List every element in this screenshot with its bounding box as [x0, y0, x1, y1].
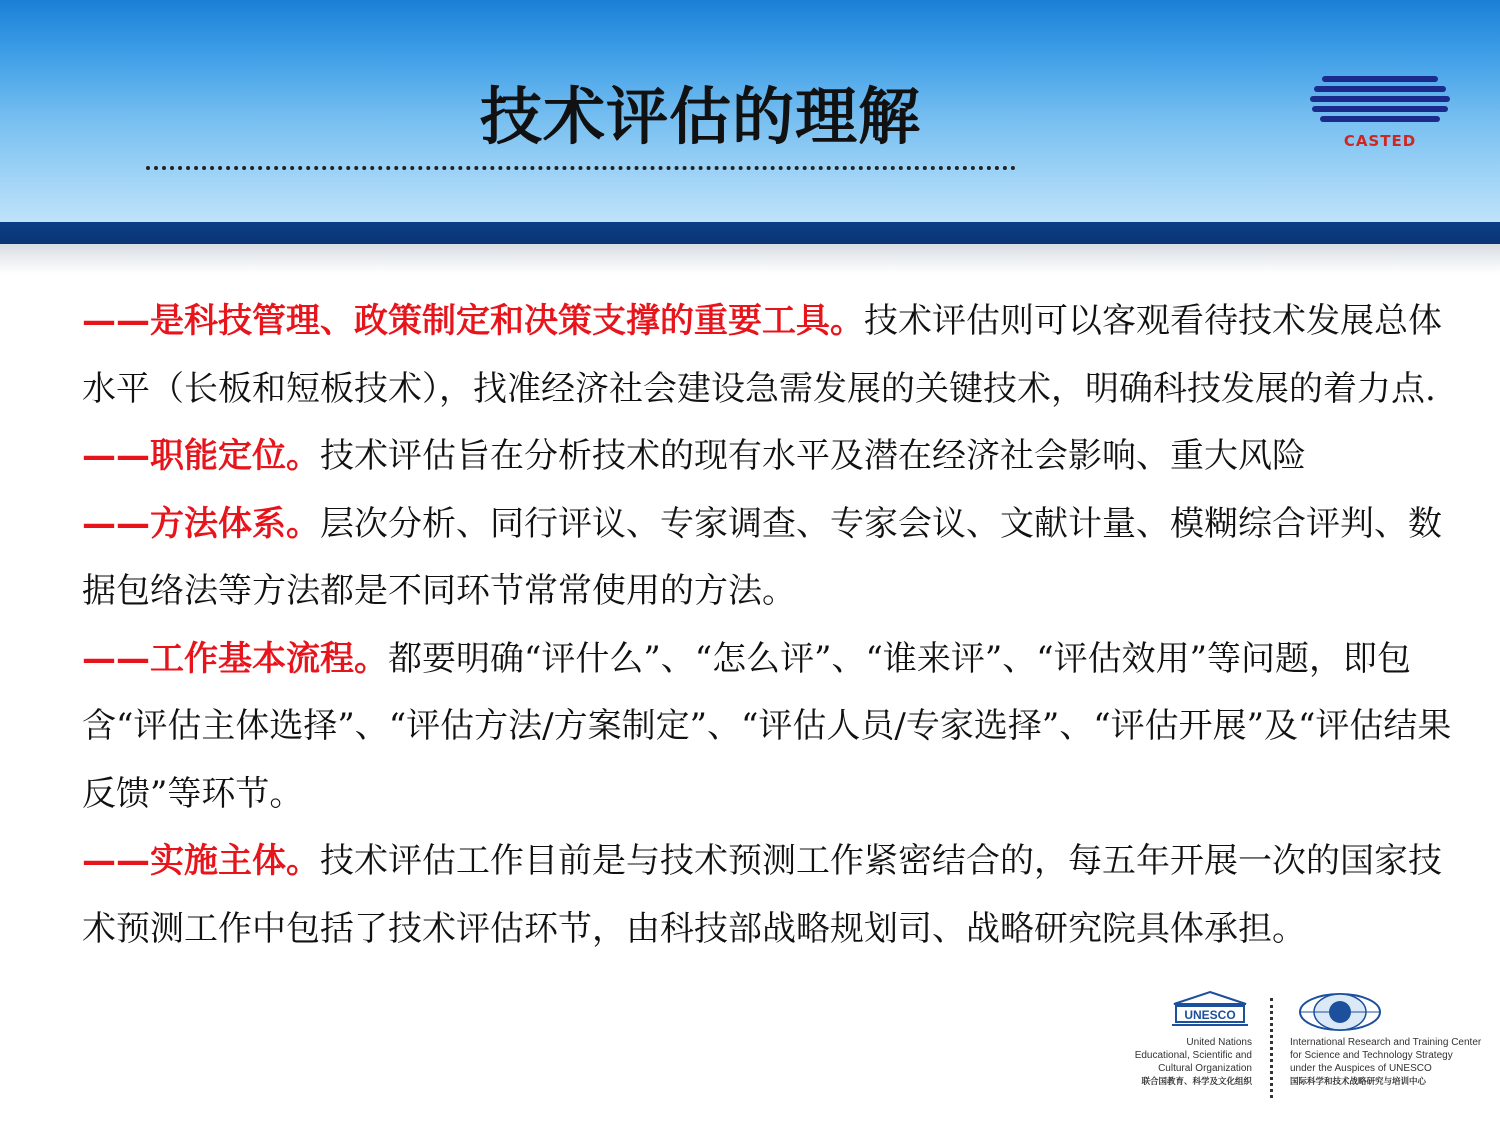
unesco-line: United Nations: [1186, 1037, 1252, 1048]
bullet-text: 技术评估旨在分析技术的现有水平及潜在经济社会影响、重大风险: [320, 436, 1306, 476]
center-caption: [1290, 1036, 1500, 1088]
logo-stripe: [1310, 96, 1450, 102]
bullet-paragraph: [82, 626, 1454, 829]
unesco-line: Cultural Organization: [1158, 1063, 1252, 1074]
unesco-cn-line: 联合国教育、科学及文化组织: [1141, 1076, 1252, 1086]
bullet-lead: ——方法体系。: [82, 503, 320, 544]
footer-logos: [1120, 990, 1500, 1100]
bullet-lead: ——是科技管理、政策制定和决策支撑的重要工具。: [82, 301, 864, 341]
center-line: under the Auspices of UNESCO: [1290, 1063, 1432, 1074]
center-globe-icon: [1295, 990, 1385, 1034]
logo-text: CASTED: [1343, 132, 1417, 150]
center-line: International Research and Training Center: [1290, 1037, 1482, 1048]
title-dotted-underline: [146, 166, 1016, 170]
unesco-caption: [1120, 1036, 1252, 1088]
unesco-line: Educational, Scientific and: [1134, 1050, 1252, 1061]
logo-stripe: [1314, 86, 1446, 92]
header-band: [0, 222, 1500, 244]
bullet-paragraph: [82, 491, 1454, 626]
center-cn-line: 国际科学和技术战略研究与培训中心: [1290, 1076, 1427, 1086]
header-shadow: [0, 244, 1500, 274]
bullet-lead: ——工作基本流程。: [82, 638, 388, 679]
bullet-text: 层次分析、同行评议、专家调查、专家会议、文献计量、模糊综合评判、数据包络法等方法都是不同环节常常使用的方法。: [82, 503, 1442, 611]
bullet-text: 技术评估则可以客观看待技术发展总体水平（长板和短板技术），找准经济社会建设急需发展的关键技术，明确科技发展的着力点.: [82, 301, 1442, 409]
slide-title: 技术评估的理解: [480, 80, 922, 153]
bullet-paragraph: [82, 288, 1454, 423]
unesco-temple-icon: [1170, 990, 1250, 1028]
casted-logo: [1310, 76, 1450, 156]
bullet-text: 都要明确“评什么”、“怎么评”、“谁来评”、“评估效用”等问题，即包含“评估主体选择”、“评估方法/方案制定”、“评估人员/专家选择”、“评估开展”及“评估结果反馈”等环节。: [82, 638, 1452, 814]
bullet-paragraph: [82, 828, 1454, 963]
logo-stripe: [1322, 76, 1438, 82]
footer-divider: [1270, 998, 1273, 1098]
logo-stripe: [1312, 106, 1448, 112]
logo-stripe: [1320, 116, 1440, 122]
center-line: for Science and Technology Strategy: [1290, 1050, 1453, 1061]
unesco-label: UNESCO: [1184, 1008, 1236, 1022]
bullet-paragraph: [82, 423, 1454, 491]
bullet-lead: ——职能定位。: [82, 436, 320, 476]
bullet-lead: ——实施主体。: [82, 841, 320, 881]
slide-body: [82, 288, 1454, 963]
bullet-text: 技术评估工作目前是与技术预测工作紧密结合的，每五年开展一次的国家技术预测工作中包括了技术评估环节，由科技部战略规划司、战略研究院具体承担。: [82, 841, 1442, 949]
